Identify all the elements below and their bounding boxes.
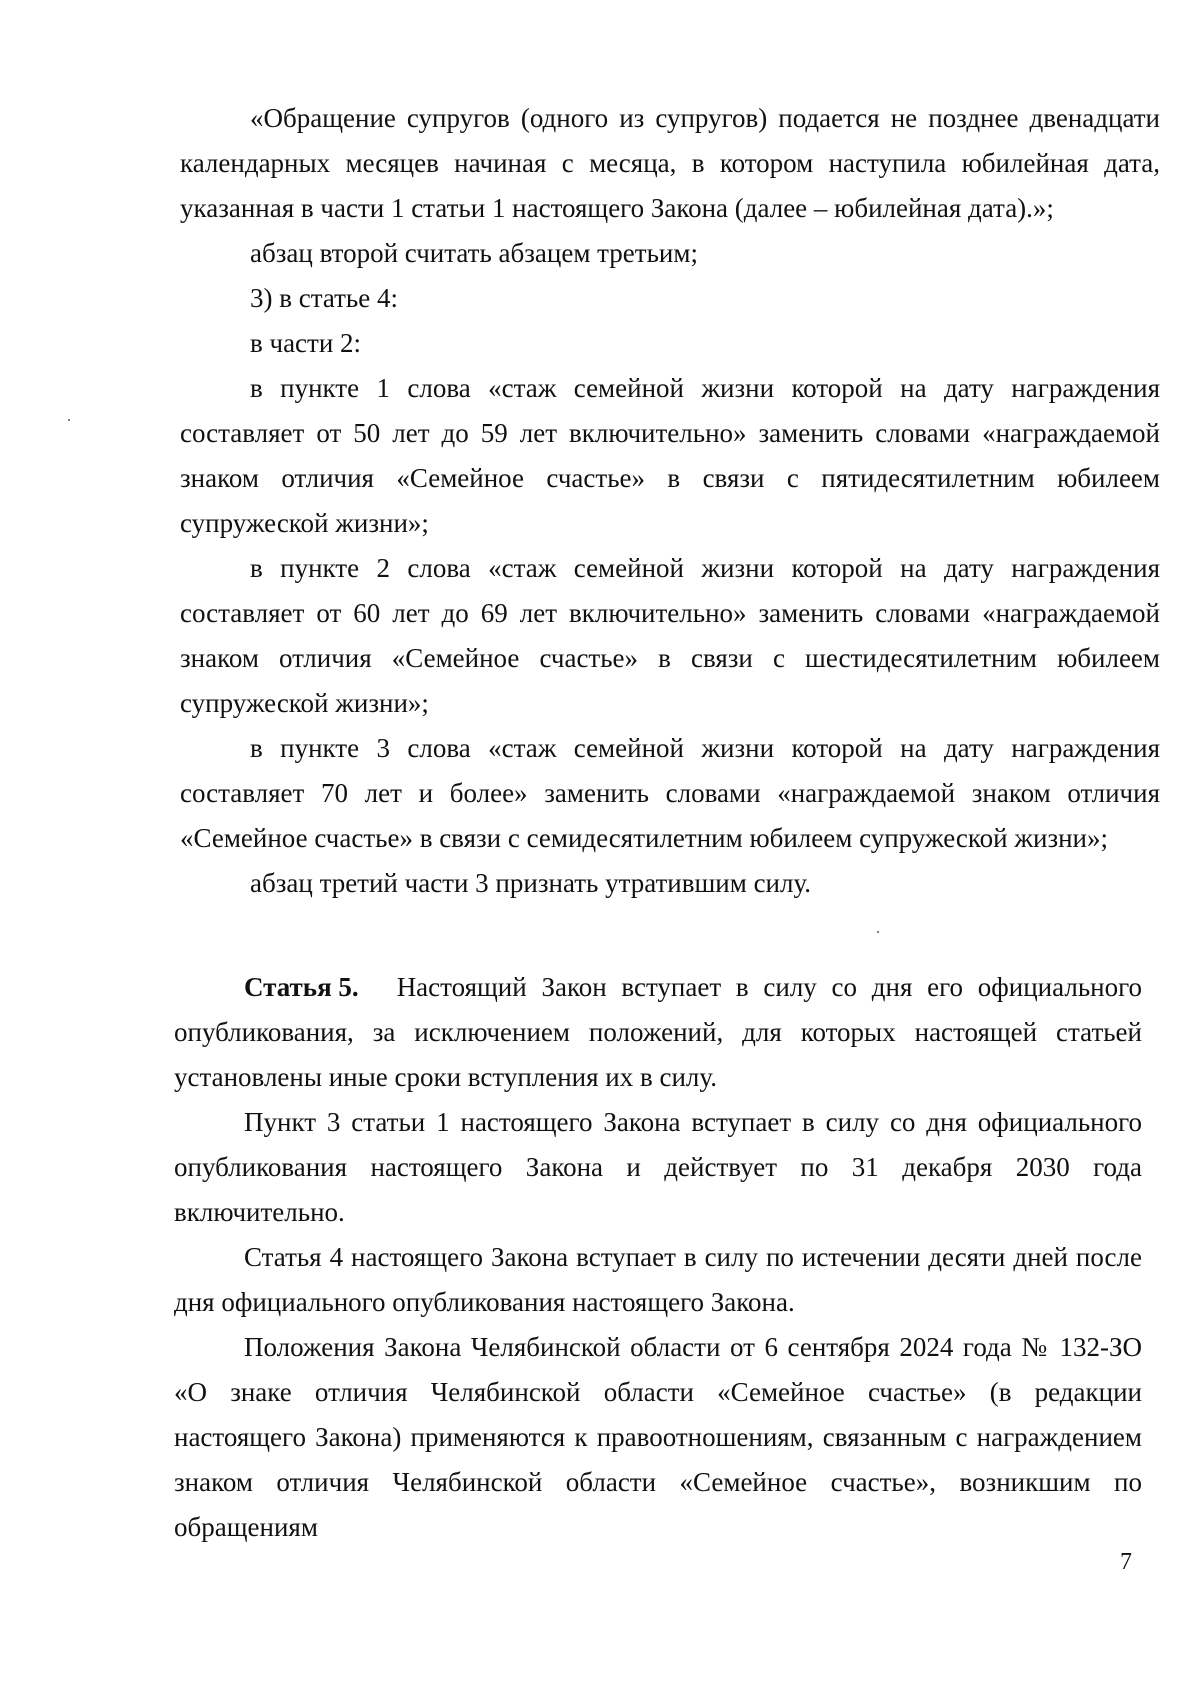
article-5-label: Статья 5. bbox=[244, 972, 359, 1002]
page-number: 7 bbox=[1120, 1549, 1132, 1575]
paragraph-article4-effective-date: Статья 4 настоящего Закона вступает в силу по истечении десяти дней после дня официального опубликования настоящего Закона. bbox=[174, 1242, 1142, 1317]
paragraph-article4-heading: 3) в статье 4: bbox=[250, 283, 398, 313]
article-5-section bbox=[174, 965, 1142, 1550]
article-5-text: Настоящий Закон вступает в силу со дня его официального опубликования, за исключением положений, для которых настоящей статьей установлены иные сроки вступления их в силу. bbox=[174, 972, 1142, 1092]
paragraph-point1-amendment: в пункте 1 слова «стаж семейной жизни которой на дату награждения составляет от 50 лет до 59 лет включительно» заменить словами «награждаемой знаком отличия «Семейное счастье» в связи с пятидесятилетним юбилеем супружеской жизни»; bbox=[180, 373, 1160, 538]
paragraph-point3-amendment: в пункте 3 слова «стаж семейной жизни которой на дату награждения составляет 70 лет и более» заменить словами «награждаемой знаком отличия «Семейное счастье» в связи с семидесятилетним юбилеем супружеской жизни»; bbox=[180, 733, 1160, 853]
paragraph-law-application: Положения Закона Челябинской области от 6 сентября 2024 года № 132-ЗО «О знаке отличия Челябинской области «Семейное счастье» (в редакции настоящего Закона) применяются к правоотношениям, связанным с награждением знаком отличия Челябинской области «Семейное счастье», возникшим по обращениям bbox=[174, 1332, 1142, 1542]
paragraph-point3-effective-date: Пункт 3 статьи 1 настоящего Закона вступает в силу со дня официального опубликования настоящего Закона и действует по 31 декабря 2030 года включительно. bbox=[174, 1107, 1142, 1227]
paragraph-part2-heading: в части 2: bbox=[250, 328, 362, 358]
paragraph-application-deadline: «Обращение супругов (одного из супругов) подается не позднее двенадцати календарных месяцев начиная с месяца, в котором наступила юбилейная дата, указанная в части 1 статьи 1 настоящего Закона (далее – юбилейная дата).»; bbox=[180, 103, 1160, 223]
article-5-paragraph bbox=[174, 965, 1142, 1100]
paragraph-part3-repeal: абзац третий части 3 признать утратившим силу. bbox=[250, 868, 812, 898]
paragraph-renumber-abzac: абзац второй считать абзацем третьим; bbox=[250, 238, 698, 268]
paragraph-point2-amendment: в пункте 2 слова «стаж семейной жизни которой на дату награждения составляет от 60 лет до 69 лет включительно» заменить словами «награждаемой знаком отличия «Семейное счастье» в связи с шестидесятилетним юбилеем супружеской жизни»; bbox=[180, 553, 1160, 718]
scan-speck bbox=[68, 419, 70, 421]
amendments-section bbox=[180, 96, 1160, 906]
scan-speck bbox=[877, 931, 879, 933]
